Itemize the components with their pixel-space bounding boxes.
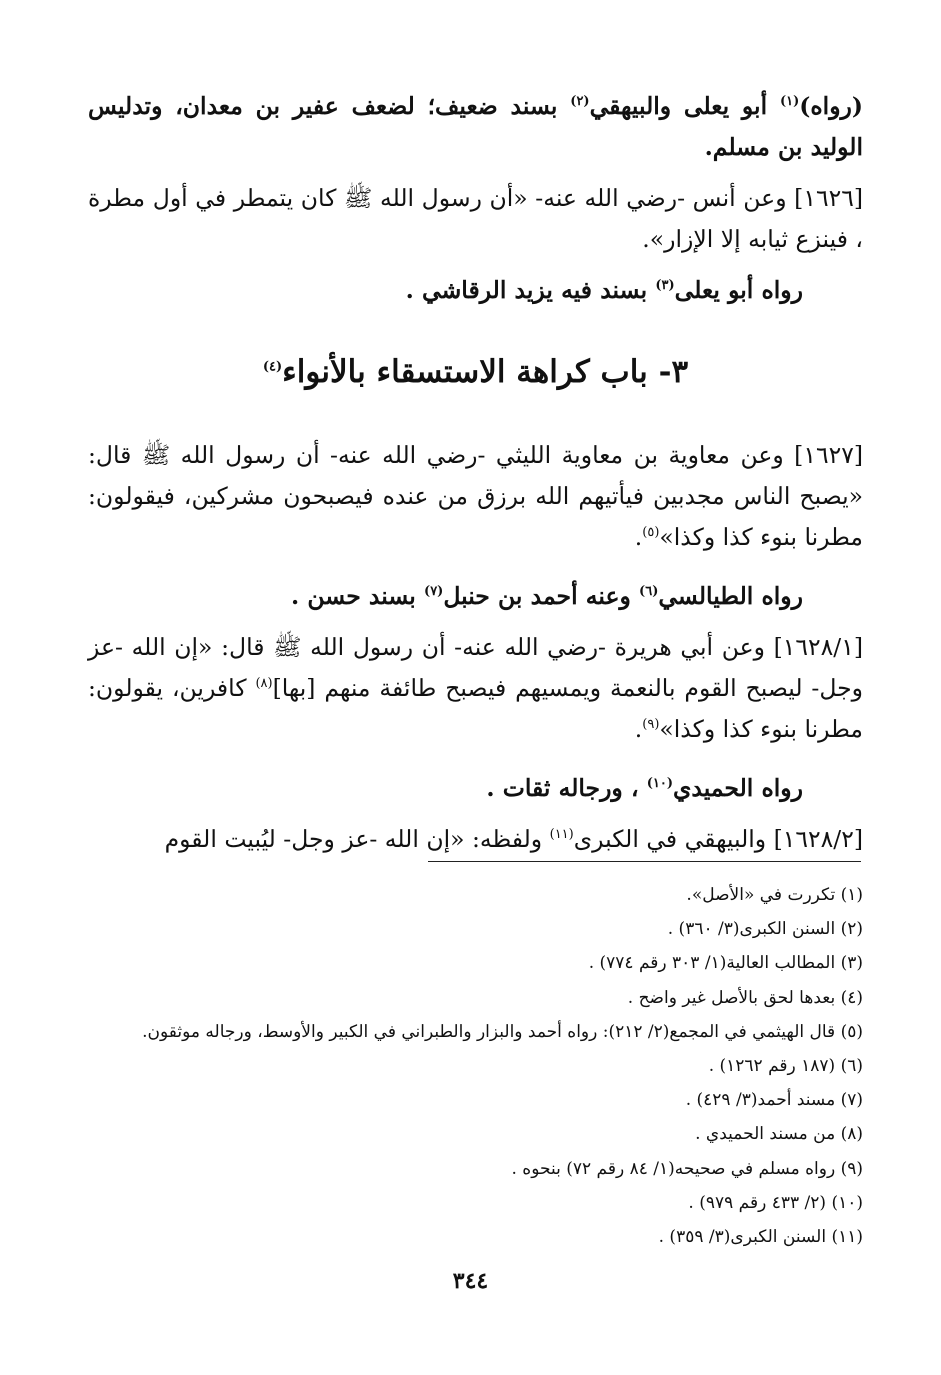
footnote-item: (٤) بعدها لحق بالأصل غير واضح . [627,987,863,1008]
text-segment: [١٦٢٨/١] وعن أبي هريرة -رضي الله عنه- أن رسول الله ﷺ قال: «إن الله -عز وجل- ليصبح القوم بالنعمة ويمسيهم فيصبح طائفة منهم [بها] [88,633,864,702]
footnote-marker: (٣) [655,278,675,294]
footnote-marker: (٥) [642,525,660,541]
footnote-marker: (٩) [642,717,660,733]
footnote-item: (١١) السنن الكبرى(٣/ ٣٥٩) . [658,1227,863,1248]
page-number: ٣٤٤ [452,1268,489,1294]
footnote-item: (١٠) (٢/ ٤٣٣ رقم ٩٧٩) . [688,1192,863,1213]
footnote-marker: (١٠) [646,776,674,792]
text-segment: بسند فيه يزيد الرقاشي . [405,276,648,304]
hadith-1628-1 [88,627,863,750]
footnotes [88,878,863,1254]
footnote-marker: (٨) [255,676,273,692]
text-segment: كافرين، يقولون: مطرنا بنوء كذا وكذا» [88,674,863,743]
hadith-1626: [١٦٢٦] وعن أنس -رضي الله عنه- «أن رسول الله ﷺ كان يتمطر في أول مطرة ، فينزع ثيابه إلا الإزار». [88,184,863,253]
text-segment: بسند حسن . [290,582,416,610]
footnote-marker: (٧) [424,584,444,600]
page-body [88,86,863,860]
paragraph-narration-1 [88,86,863,168]
text-segment: . [634,523,643,551]
footnote-divider [428,861,861,862]
footnote-item: (٧) مسند أحمد(٣/ ٤٢٩) . [685,1090,863,1111]
chapter-title: ٣- باب كراهة الاستسقاء بالأنواء [282,354,689,390]
text-segment: رواه الحميدي [673,774,803,802]
footnote-marker: (٢) [570,94,590,110]
footnote-item: (٥) قال الهيثمي في المجمع(٢/ ٢١٢): رواه أحمد والبزار والطبراني في الكبير والأوسط، ورجاله موثقون. [142,1021,863,1042]
text-segment: . [634,715,643,743]
text-segment: أبو يعلى والبيهقي [589,92,768,120]
text-segment: (رواه) [799,92,864,120]
text-segment: [١٦٢٧] وعن معاوية بن معاوية الليثي -رضي الله عنه- أن رسول الله ﷺ قال: «يصبح الناس مجدبين فيأتيهم الله برزق من عنده فيصبحون مشركين، فيقولون: مطرنا بنوء كذا وكذا» [88,441,863,551]
footnote-item: (٨) من مسند الحميدي . [695,1124,863,1145]
text-segment: ، ورجاله ثقات . [486,774,639,802]
chapter-heading [88,349,863,395]
footnote-marker: (٤) [262,359,283,375]
footnote-item: (٢) السنن الكبرى(٣/ ٣٦٠) . [667,919,863,940]
narration-1626 [88,270,863,311]
footnote-marker: (٦) [639,584,659,600]
footnote-item: (١) تكررت في «الأصل». [686,885,863,905]
hadith-1627 [88,435,863,558]
hadith-1628-2 [88,819,863,860]
text-segment: [١٦٢٨/٢] والبيهقي في الكبرى [573,825,863,853]
footnote-item: (٦) (١٨٧ رقم ١٢٦٢) . [708,1056,863,1077]
narration-1627 [88,576,863,617]
footnote-marker: (١١) [549,827,574,843]
footnote-item: (٩) رواه مسلم في صحيحه(١/ ٨٤ رقم ٧٢) بنحوه . [511,1158,863,1179]
text-segment: رواه الطيالسي [658,582,803,610]
text-segment: وعنه أحمد بن حنبل [443,582,631,610]
footnote-marker: (١) [779,94,800,110]
footnote-item: (٣) المطالب العالية(١/ ٣٠٣ رقم ٧٧٤) . [588,953,863,974]
text-segment: بسند ضعيف؛ لضعف عفير بن معدان، وتدليس الوليد بن مسلم. [88,92,863,161]
text-segment: رواه أبو يعلى [674,276,803,304]
narration-1628-1 [88,768,863,809]
text-segment: ولفظه: «إن الله -عز وجل- ليُبيت القوم [164,825,543,853]
